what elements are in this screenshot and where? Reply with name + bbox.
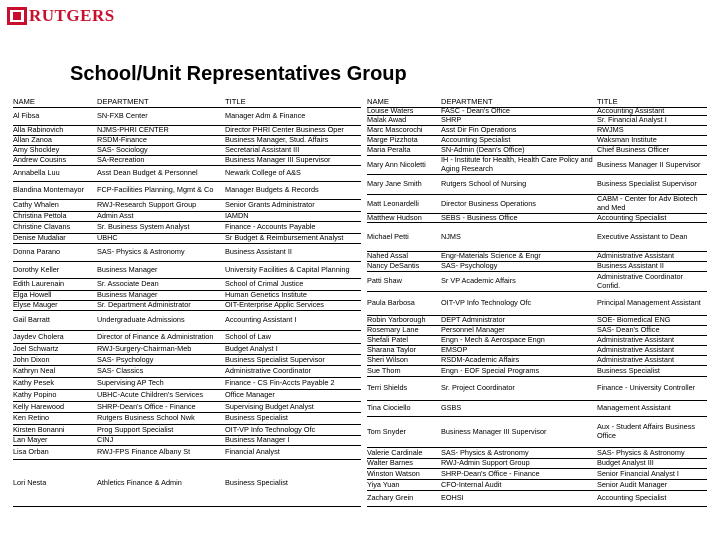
title-cell: CABM - Center for Adv Biotech and Med (597, 195, 698, 212)
department-cell: DEPT Administrator (441, 316, 505, 325)
department-cell: SHRP (441, 116, 462, 125)
department-cell: FASC - Dean's Office (441, 107, 510, 115)
department-cell: EMSOP (441, 346, 468, 355)
name-cell: Lisa Orban (13, 447, 49, 457)
name-cell: Elyse Mauger (13, 301, 58, 310)
name-cell: Zachary Grein (367, 493, 414, 503)
name-cell: Walter Barnes (367, 459, 413, 468)
table-row (367, 377, 707, 401)
name-cell: Kathryn Neal (13, 366, 56, 376)
department-cell: Admin Asst (97, 212, 134, 221)
title-cell: Senior Grants Administrator (225, 200, 315, 210)
department-cell: SAS- Psychology (441, 262, 498, 271)
title-cell: Business Specialist (597, 366, 660, 375)
title-cell: Accounting Assistant (597, 107, 665, 115)
table-row (367, 480, 707, 491)
department-cell: UBHC (97, 234, 118, 243)
table-row (367, 366, 707, 377)
title-cell: Aux - Student Affairs Business Office (597, 422, 696, 440)
table-row (367, 214, 707, 223)
department-cell: CFO-Internal Audit (441, 480, 502, 489)
department-cell: RWJ-FPS Finance Albany St (97, 447, 191, 457)
title-cell: Senior Financial Analyst I (597, 469, 679, 478)
department-cell: Sr. Associate Dean (97, 279, 159, 289)
department-cell: Business Manager (97, 264, 158, 274)
name-cell: Al Fibsa (13, 110, 40, 120)
department-cell: Supervising AP Tech (97, 378, 164, 388)
department-cell: RWJ-Surgery-Chairman-Meb (97, 344, 192, 353)
department-cell: RSDM-Finance (97, 136, 147, 145)
title-cell: School of Law (225, 331, 271, 341)
name-cell: Paula Barbosa (367, 298, 415, 308)
department-cell: SHRP-Dean's Office - Finance (97, 402, 196, 411)
table-row (367, 126, 707, 136)
table-row (13, 279, 361, 291)
rutgers-shield-icon (6, 6, 28, 26)
name-cell: Marc Mascorochi (367, 126, 423, 135)
title-cell: Management Assistant (597, 403, 671, 413)
title-cell: Business Manager I (225, 436, 290, 445)
header-title: TITLE (225, 97, 246, 106)
table-row (13, 331, 361, 344)
department-cell: SN-Admin (Dean's Office) (441, 146, 525, 155)
name-cell: Marge Pizzhota (367, 136, 418, 145)
title-cell: Administrative Assistant (597, 252, 675, 261)
title-cell: Administrative Coordinator (225, 366, 311, 376)
table-row (13, 234, 361, 244)
name-cell: Cathy Whalen (13, 200, 59, 210)
header-name: NAME (13, 97, 35, 106)
table-row (13, 200, 361, 212)
department-cell: Business Manager (97, 291, 158, 300)
department-cell: NJMS-PHRI CENTER (97, 126, 169, 135)
table-row (13, 212, 361, 222)
roster-table-left (13, 97, 361, 509)
department-cell: Prog Support Specialist (97, 425, 174, 434)
department-cell: UBHC-Acute Children's Services (97, 390, 204, 400)
table-row (367, 252, 707, 262)
page-title: School/Unit Representatives Group (70, 63, 407, 85)
name-cell: John Dixon (13, 355, 50, 364)
table-row (13, 378, 361, 390)
table-row (367, 156, 707, 175)
table-row (13, 436, 361, 446)
title-cell: Office Manager (225, 390, 275, 400)
table-row (13, 222, 361, 234)
table-row (13, 355, 361, 366)
title-cell: Accounting Specialist (597, 214, 667, 222)
roster-table-right (367, 97, 707, 509)
department-cell: Rutgers Business School Nwk (97, 413, 195, 423)
title-cell: Business Specialist Supervisor (597, 179, 697, 189)
title-cell: Accounting Specialist (597, 493, 667, 503)
title-cell: Business Specialist (225, 477, 288, 487)
title-cell: Budget Analyst I (225, 344, 278, 353)
table-row (367, 491, 707, 507)
table-row (367, 448, 707, 459)
department-cell: Director Business Operations (441, 198, 536, 208)
name-cell: Tom Snyder (367, 426, 406, 436)
table-row (13, 126, 361, 136)
department-cell: Sr. Department Administrator (97, 301, 191, 310)
table-row (367, 459, 707, 469)
department-cell: Sr VP Academic Affairs (441, 276, 516, 286)
name-cell: Matthew Hudson (367, 214, 422, 222)
department-cell: RSDM-Academic Affairs (441, 356, 520, 365)
title-cell: RWJMS (597, 126, 624, 135)
department-cell: RWJ-Research Support Group (97, 200, 197, 210)
name-cell: Christine Clavans (13, 222, 71, 232)
table-row (13, 460, 361, 507)
name-cell: Yiya Yuan (367, 480, 400, 489)
table-row (367, 356, 707, 366)
title-cell: Finance - University Controller (597, 383, 696, 393)
title-cell: Financial Analyst (225, 447, 280, 457)
rutgers-logo (6, 6, 115, 26)
title-cell: Business Assistant II (225, 247, 292, 257)
table-row (13, 146, 361, 156)
table-row (367, 417, 707, 448)
name-cell: Rosemary Lane (367, 326, 419, 335)
table-row (367, 146, 707, 156)
name-cell: Gail Barratt (13, 315, 50, 325)
table-row (13, 107, 361, 126)
department-cell: Personnel Manager (441, 326, 505, 335)
department-cell: SHRP-Dean's Office - Finance (441, 469, 540, 478)
department-cell: Sr. Project Coordinator (441, 383, 515, 393)
title-cell: Sr Budget & Reimbursement Analyst (225, 234, 344, 243)
table-row (367, 175, 707, 195)
name-cell: Edith Laurenain (13, 279, 65, 289)
name-cell: Denise Mudaliar (13, 234, 66, 243)
table-row (13, 244, 361, 262)
table-row (13, 301, 361, 311)
department-cell: Director of Finance & Administration (97, 331, 214, 341)
title-cell: Sr. Financial Analyst I (597, 116, 667, 125)
table-row (367, 262, 707, 272)
name-cell: Terri Shields (367, 383, 408, 393)
table-row (13, 344, 361, 355)
department-cell: GSBS (441, 403, 462, 413)
name-cell: Ken Retino (13, 413, 50, 423)
title-cell: Administrative Assistant (597, 336, 675, 345)
name-cell: Kelly Harewood (13, 402, 65, 411)
department-cell: Engn - EOF Special Programs (441, 366, 540, 375)
name-cell: Mary Jane Smith (367, 179, 422, 189)
department-cell: IH - Institute for Health, Health Care Policy and Aging Research (441, 156, 593, 173)
table-row (367, 136, 707, 146)
department-cell: Asst Dean Budget & Personnel (97, 168, 198, 178)
table-row (13, 156, 361, 166)
department-cell: Rutgers School of Nursing (441, 179, 527, 189)
name-cell: Valerie Cardinale (367, 448, 423, 457)
title-cell: Budget Analyst III (597, 459, 654, 468)
header-title: TITLE (597, 97, 618, 106)
title-cell: Accounting Assistant I (225, 315, 297, 325)
name-cell: Lori Nesta (13, 477, 47, 487)
department-cell: FCP-Facilities Planning, Mgmt & Co (97, 185, 214, 195)
table-row (13, 390, 361, 402)
name-cell: Joel Schwartz (13, 344, 59, 353)
table-row (367, 107, 707, 116)
title-cell: Business Assistant II (597, 262, 664, 271)
table-row (367, 401, 707, 417)
department-cell: Accounting Specialist (441, 136, 511, 145)
table-row (367, 326, 707, 336)
name-cell: Andrew Cousins (13, 156, 67, 165)
title-cell: Administrative Assistant (597, 356, 675, 365)
table-row (13, 136, 361, 146)
table-row (367, 346, 707, 356)
department-cell: SAS- Physics & Astronomy (441, 448, 529, 457)
name-cell: Tina Ciociello (367, 403, 411, 413)
name-cell: Sharana Taylor (367, 346, 416, 355)
table-row (367, 223, 707, 252)
title-cell: Human Genetics Institute (225, 291, 307, 300)
department-cell: SN-FXB Center (97, 110, 148, 120)
department-cell: SAS- Physics & Astronomy (97, 247, 185, 257)
table-row (13, 366, 361, 378)
name-cell: Blandina Montemayor (13, 185, 84, 195)
name-cell: Donna Parano (13, 247, 61, 257)
name-cell: Amy Shockley (13, 146, 60, 155)
title-cell: OIT-Enterprise Applic Services (225, 301, 324, 310)
title-cell: Business Manager II Supervisor (597, 159, 701, 169)
table-row (367, 336, 707, 346)
name-cell: Kirsten Bonanni (13, 425, 65, 434)
title-cell: Business Specialist (225, 413, 288, 423)
rutgers-wordmark: RUTGERS (29, 6, 115, 25)
title-cell: Executive Assistant to Dean (597, 231, 688, 241)
title-cell: Waksman Institute (597, 136, 657, 145)
name-cell: Louise Waters (367, 107, 414, 115)
title-cell: IAMDN (225, 212, 249, 221)
title-cell: Secretarial Assistant III (225, 146, 300, 155)
department-cell: SAS- Classics (97, 366, 144, 376)
header-department: DEPARTMENT (441, 97, 493, 106)
name-cell: Maria Peralta (367, 146, 411, 155)
department-cell: SAS- Psychology (97, 355, 154, 364)
department-cell: CINJ (97, 436, 114, 445)
title-cell: Finance - CS Fin-Accts Payable 2 (225, 378, 335, 388)
department-cell: SEBS - Business Office (441, 214, 518, 222)
name-cell: Elga Howell (13, 291, 52, 300)
department-cell: Engr-Materials Science & Engr (441, 252, 541, 261)
title-cell: OIT-VP Info Technology Ofc (225, 425, 316, 434)
title-cell: Principal Management Assistant (597, 298, 701, 308)
name-cell: Dorothy Keller (13, 264, 60, 274)
table-row (13, 291, 361, 301)
name-cell: Jaydev Cholera (13, 331, 64, 341)
title-cell: Supervising Budget Analyst (225, 402, 314, 411)
title-cell: Chief Business Officer (597, 146, 670, 155)
department-cell: OIT-VP Info Technology Ofc (441, 298, 532, 308)
department-cell: Athletics Finance & Admin (97, 477, 182, 487)
title-cell: Business Manager, Stud. Affairs (225, 136, 329, 145)
name-cell: Nancy DeSantis (367, 262, 420, 271)
name-cell: Annabella Luu (13, 168, 60, 178)
table-row (367, 272, 707, 292)
table-row (13, 425, 361, 436)
table-row (367, 116, 707, 126)
department-cell: Engn - Mech & Aerospace Engn (441, 336, 545, 345)
department-cell: SA-Recreation (97, 156, 145, 165)
table-row (367, 195, 707, 214)
table-row (13, 262, 361, 279)
department-cell: Business Manager III Supervisor (441, 426, 547, 436)
name-cell: Shefali Patel (367, 336, 408, 345)
department-cell: Asst Dir Fin Operations (441, 126, 517, 135)
table-row (13, 182, 361, 200)
title-cell: School of Crimal Justice (225, 279, 304, 289)
name-cell: Malak Awad (367, 116, 407, 125)
table-row (367, 316, 707, 326)
title-cell: SAS- Physics & Astronomy (597, 448, 685, 457)
header-name: NAME (367, 97, 389, 106)
title-cell: Director PHRI Center Business Oper (225, 126, 344, 135)
title-cell: Business Specialist Supervisor (225, 355, 325, 364)
name-cell: Allan Zanoa (13, 136, 52, 145)
name-cell: Winston Watson (367, 469, 420, 478)
name-cell: Robin Yarborough (367, 316, 426, 325)
title-cell: Manager Budgets & Records (225, 185, 319, 195)
name-cell: Kathy Pesek (13, 378, 54, 388)
title-cell: Senior Audit Manager (597, 480, 668, 489)
name-cell: Matt Leonardelli (367, 198, 419, 208)
title-cell: Administrative Coordinator Confid. (597, 272, 683, 290)
table-row (13, 402, 361, 413)
name-cell: Sue Thom (367, 366, 401, 375)
name-cell: Sheri Wilson (367, 356, 408, 365)
name-cell: Lan Mayer (13, 436, 48, 445)
title-cell: Manager Adm & Finance (225, 110, 306, 120)
title-cell: Finance - Accounts Payable (225, 222, 316, 232)
table-row (13, 311, 361, 331)
title-cell: Business Manager III Supervisor (225, 156, 331, 165)
table-row (367, 469, 707, 480)
name-cell: Mary Ann Nicoletti (367, 159, 426, 169)
title-cell: Newark College of A&S (225, 168, 301, 178)
department-cell: Sr. Business System Analyst (97, 222, 190, 232)
name-cell: Alla Rabinovich (13, 126, 64, 135)
table-row (13, 166, 361, 182)
table-row (367, 292, 707, 316)
header-department: DEPARTMENT (97, 97, 149, 106)
title-cell: University Facilities & Capital Planning (225, 264, 350, 274)
name-cell: Patti Shaw (367, 276, 402, 286)
department-cell: NJMS (441, 231, 461, 241)
name-cell: Kathy Popino (13, 390, 57, 400)
department-cell: Undergraduate Admissions (97, 315, 185, 325)
name-cell: Christina Pettola (13, 212, 67, 221)
department-cell: RWJ-Admin Support Group (441, 459, 530, 468)
name-cell: Michael Petti (367, 231, 409, 241)
title-cell: Administrative Assistant (597, 346, 675, 355)
table-row (13, 413, 361, 425)
title-cell: SAS- Dean's Office (597, 326, 660, 335)
name-cell: Nahed Assal (367, 252, 408, 261)
table-row (13, 446, 361, 460)
department-cell: EOHSI (441, 493, 464, 503)
department-cell: SAS- Sociology (97, 146, 148, 155)
title-cell: SOE- Biomedical ENG (597, 316, 671, 325)
